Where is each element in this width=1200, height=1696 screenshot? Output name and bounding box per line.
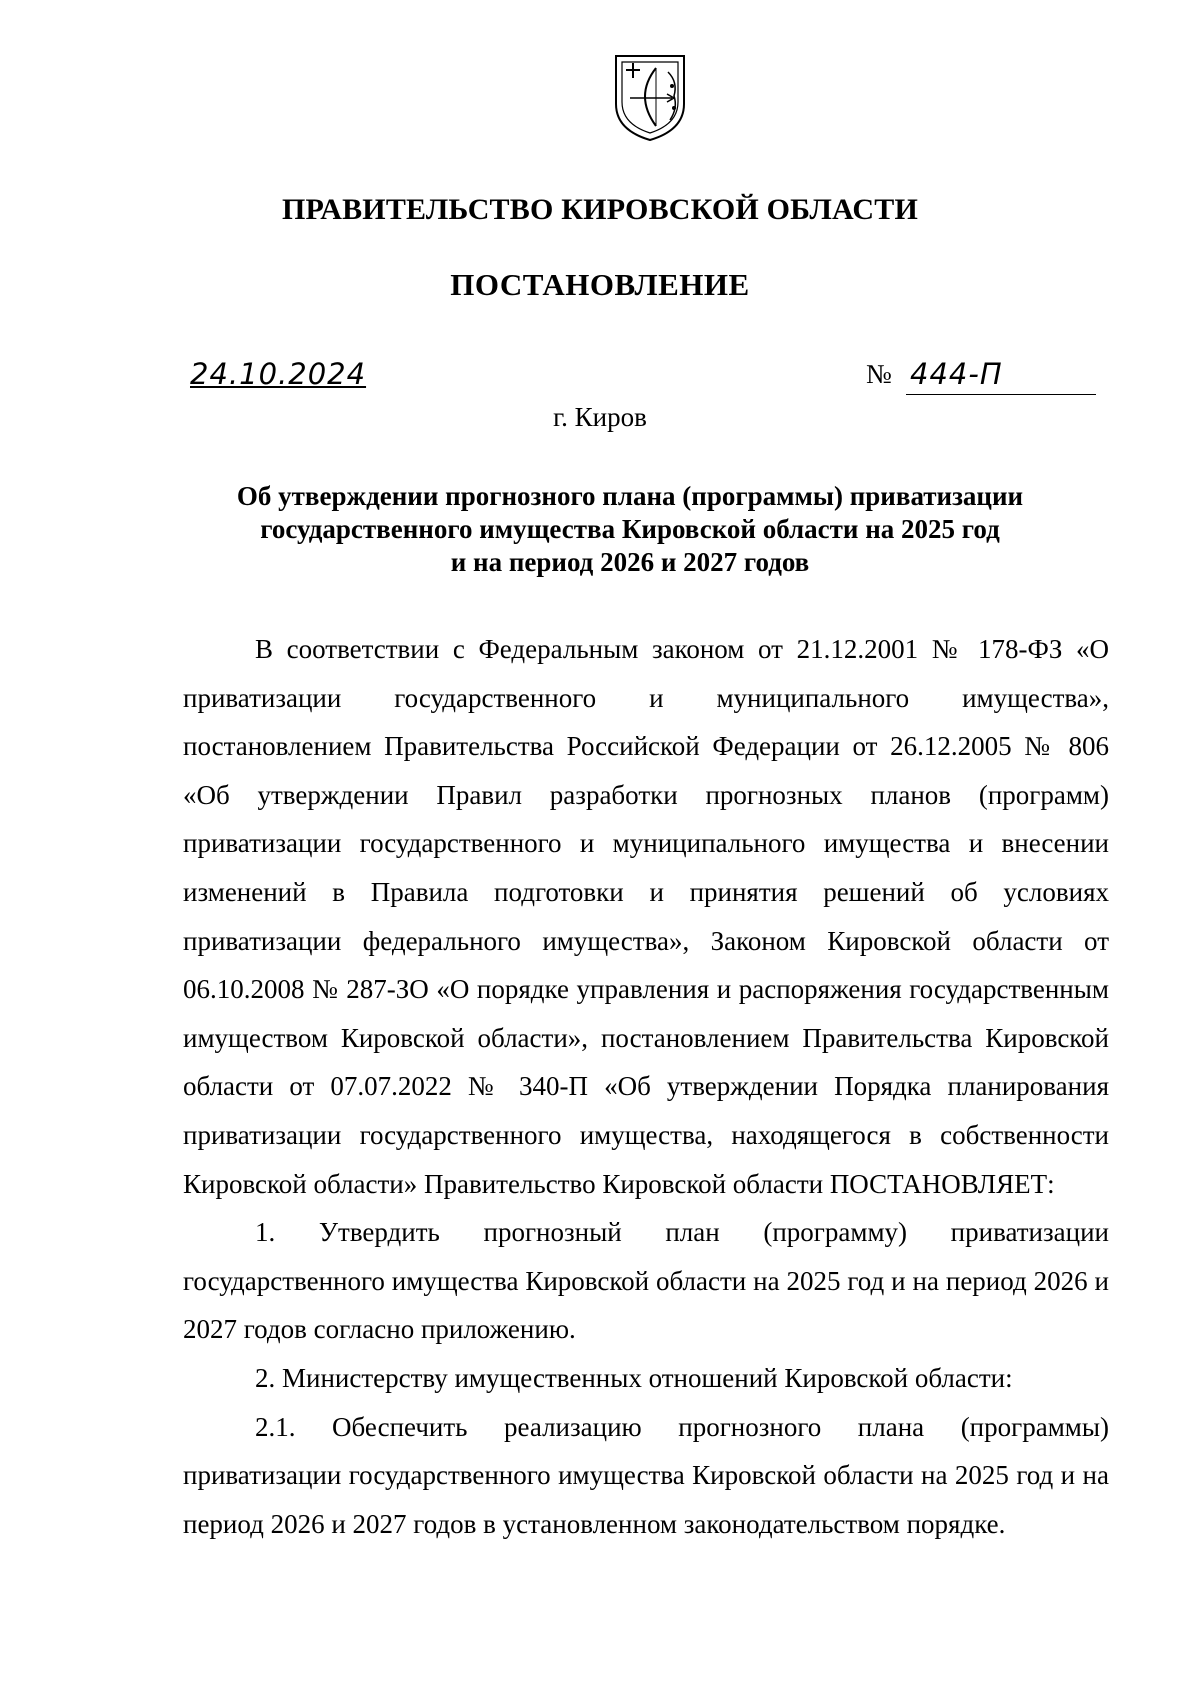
number-value: 444-П — [910, 357, 1003, 391]
title-line: государственного имущества Кировской области на 2025 год — [260, 514, 1000, 544]
title-line: Об утверждении прогнозного плана (программы) приватизации — [236, 481, 1024, 511]
body-paragraph-1: 1. Утвердить прогнозный план (программу) приватизации государственного имущества Кировской области на 2025 год и на период 2026 и 2027 годов согласно приложению. — [183, 1217, 1109, 1345]
document-city: г. Киров — [553, 402, 647, 432]
document-date: 24.10.2024 — [190, 357, 367, 391]
document-body — [183, 625, 1109, 1548]
coat-of-arms-icon — [612, 52, 688, 142]
body-paragraph-2-1: 2.1. Обеспечить реализацию прогнозного плана (программы) приватизации государственного имущества Кировской области на 2025 год и на период 2026 и 2027 годов в установленном законодательством порядке. — [183, 1411, 1109, 1539]
document-number — [866, 357, 1096, 397]
number-sign: № — [866, 359, 892, 389]
body-paragraph-2: 2. Министерству имущественных отношений Кировской области: — [255, 1362, 1013, 1393]
body-paragraph-preamble: В соответствии с Федеральным законом от 21.12.2001 № 178-ФЗ «О приватизации государственного и муниципального имущества», постановлением Правительства Российской Федерации от 26.12.2005 № 806 «Об утверждении Правил разработки прогнозных планов (программ) приватизации государственного и муниципального имущества и внесении изменений в Правила подготовки и принятия решений об условиях приватизации федерального имущества», Законом Кировской области от 06.10.2008 № 287-ЗО «О порядке управления и распоряжения государственным имуществом Кировской области», постановлением Правительства Кировской области от 07.07.2022 № 340-П «Об утверждении Порядка планирования приватизации государственного имущества, находящегося в собственности Кировской области» Правительство Кировской области ПОСТАНОВЛЯЕТ: — [183, 634, 1109, 1199]
title-line: и на период 2026 и 2027 годов — [450, 547, 810, 577]
organization-name: ПРАВИТЕЛЬСТВО КИРОВСКОЙ ОБЛАСТИ — [282, 193, 918, 226]
document-title — [220, 480, 1040, 579]
number-underline — [906, 394, 1096, 395]
document-type: ПОСТАНОВЛЕНИЕ — [450, 267, 750, 302]
